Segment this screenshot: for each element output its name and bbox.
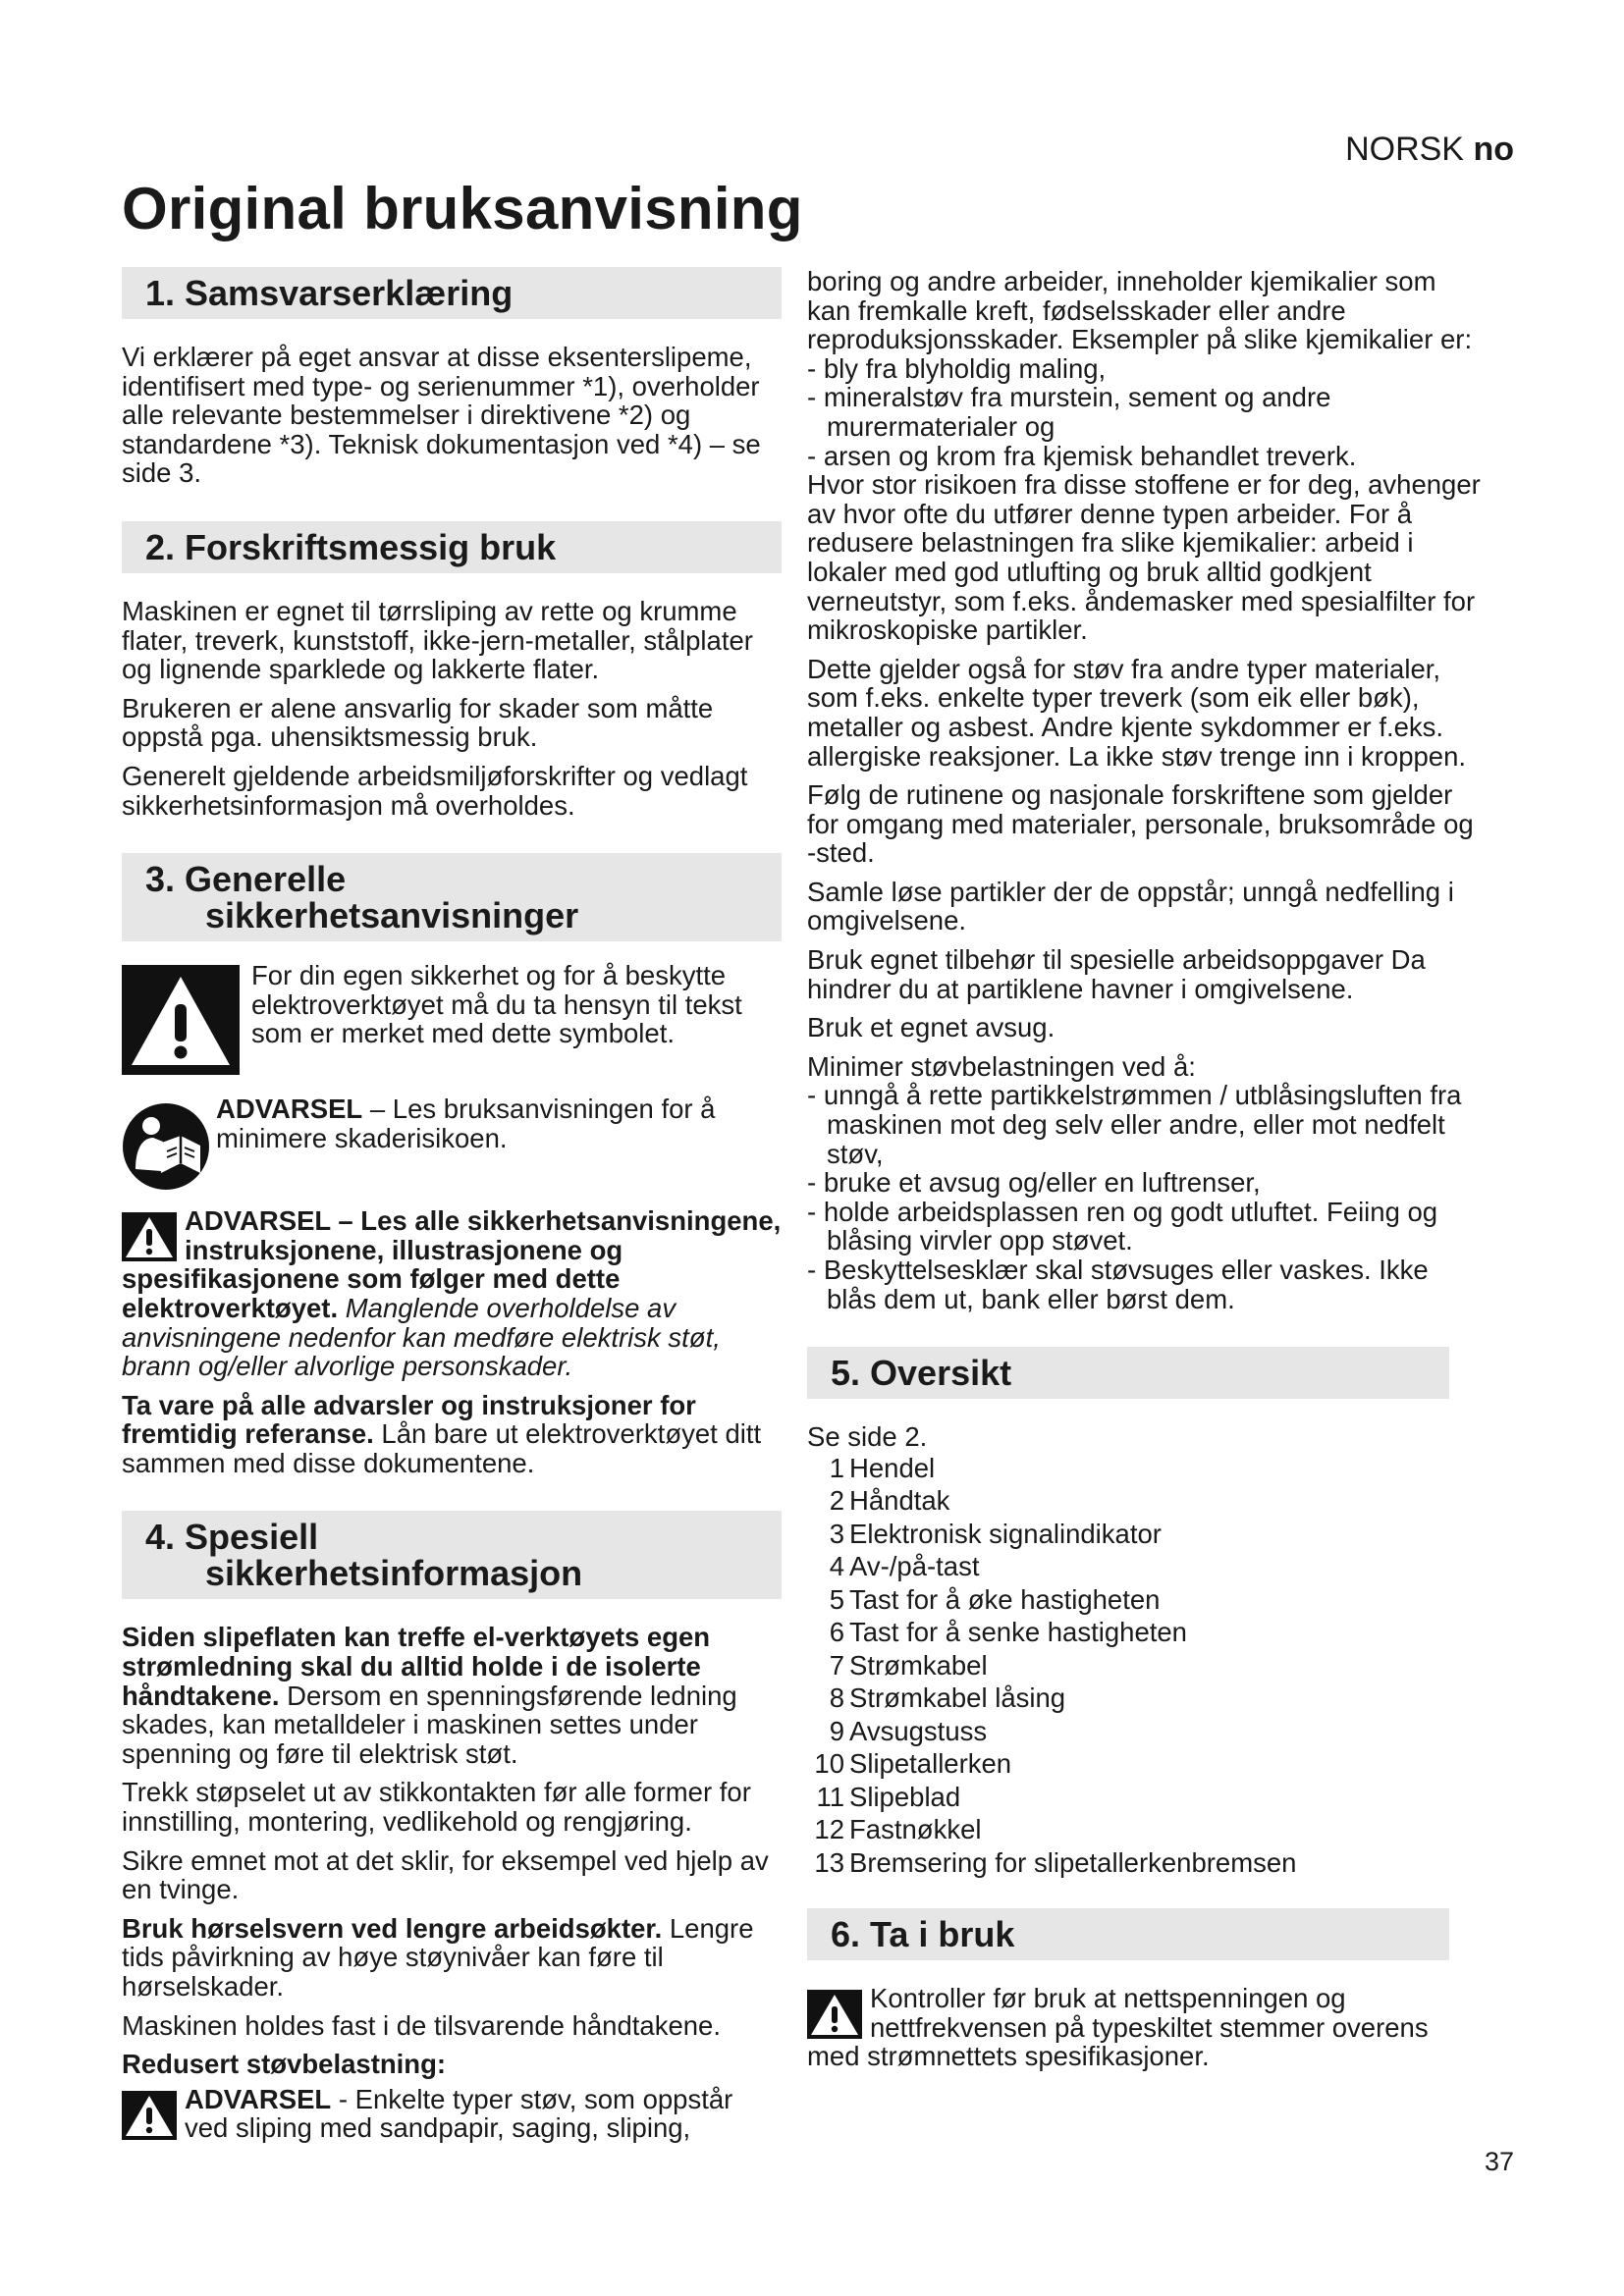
section-2-p3: Generelt gjeldende arbeidsmiljøforskrifter og vedlagt sikkerhetsinformasjon må overholdes. xyxy=(122,760,748,821)
list-item: 11 Slipeblad xyxy=(816,1781,961,1812)
list-item: - mineralstøv fra murstein, sement og andre murermaterialer og xyxy=(807,383,1485,441)
section-3-heading xyxy=(122,853,782,941)
section-4-heading xyxy=(122,1511,782,1599)
list-item: 12 Fastnøkkel xyxy=(814,1814,982,1845)
dust-warning-text xyxy=(122,2085,782,2143)
section-4-p4-rest: Lengre tids påvirkning av høye støynivåer kan føre til hørselskader. xyxy=(122,1912,754,2002)
section-4-p1-bold: Siden slipeflaten kan treffe el-verktøyets egen strømledning skal du alltid holde i de isolerte håndtakene. xyxy=(122,1622,711,1711)
right-p7: Bruk et egnet avsug. xyxy=(807,1012,1056,1043)
section-4-p4-bold: Bruk hørselsvern ved lengre arbeidsøkter. xyxy=(122,1912,663,1944)
keep-instructions-rest: Lån bare ut elektroverktøyet ditt sammen med disse dokumentene. xyxy=(122,1418,762,1478)
section-4-p5: Maskinen holdes fast i de tilsvarende håndtakene. xyxy=(122,2009,721,2041)
list-item: - bruke et avsug og/eller en luftrenser, xyxy=(807,1168,1485,1198)
section-4-heading-line2: sikkerhetsinformasjon xyxy=(205,1553,583,1594)
section-4-p1-rest: Dersom en spenningsførende ledning skades, kan metalldeler i maskinen settes under spenning og føre til elektrisk støt. xyxy=(122,1680,737,1769)
list-item: - holde arbeidsplassen ren og godt utluftet. Feiing og blåsing virvler opp støvet. xyxy=(807,1198,1485,1255)
section-4-p3: Sikre emnet mot at det sklir, for eksempel ved hjelp av en tvinge. xyxy=(122,1844,769,1905)
general-warning-text xyxy=(122,1206,782,1381)
section-4-p2: Trekk støpselet ut av stikkontakten før alle former for innstilling, montering, vedlikehold og rengjøring. xyxy=(122,1777,751,1838)
section-2-heading: 2. Forskriftsmessig bruk xyxy=(122,521,782,573)
list-item: 1 Hendel xyxy=(829,1452,936,1483)
chemical-list xyxy=(807,354,1485,470)
dust-warning-rest: - Enkelte typer støv, som oppstår ved sliping med sandpapir, saging, sliping, xyxy=(185,2083,733,2144)
overview-list xyxy=(807,1452,1485,1880)
general-warning-bold: ADVARSEL – Les alle sikkerhetsanvisningene, instruksjonene, illustrasjonene og spesifikasjonene som følger med dette elektroverktøyet. xyxy=(122,1205,782,1323)
right-p8: Minimer støvbelastningen ved å: xyxy=(807,1050,1196,1082)
dust-heading: Redusert støvbelastning: xyxy=(122,2049,447,2080)
dust-list xyxy=(807,1081,1485,1313)
right-p2: Hvor stor risikoen fra disse stoffene er for deg, avhenger av hvor ofte du utfører denne typen arbeider. For å redusere belastningen fra slike kjemikalier: arbeid i lokaler med god utlufting og bruk alltid godkjent verneutstyr, som f.eks. åndemasker med spesialfilter for mikroskopiske partikler. xyxy=(807,469,1481,646)
symbol-explanation-text: For din egen sikkerhet og for å beskytte elektroverktøyet må du ta hensyn til tekst som er merket med dette symbolet. xyxy=(251,960,742,1049)
warning-triangle-icon xyxy=(807,1990,862,2039)
section-4-p1 xyxy=(122,1623,782,1768)
list-item: - unngå å rette partikkelstrømmen / utblåsingsluften fra maskinen mot deg selv eller andre, eller mot nedfelt støv, xyxy=(807,1081,1485,1168)
overview-see-page: Se side 2. xyxy=(807,1421,928,1453)
read-manual-bold: ADVARSEL xyxy=(216,1094,363,1125)
section-2-p1: Maskinen er egnet til tørrsliping av rette og krumme flater, treverk, kunststoff, ikke-jern-metaller, stålplater og lignende sparklede og lakkerte flater. xyxy=(122,595,753,685)
right-column xyxy=(807,267,1485,2071)
dust-warning xyxy=(122,2085,782,2143)
section-4-p4 xyxy=(122,1914,782,2002)
dust-warning-bold: ADVARSEL xyxy=(185,2083,332,2114)
right-p6: Bruk egnet tilbehør til spesielle arbeidsoppgaver Da hindrer du at partiklene havner i omgivelsene. xyxy=(807,944,1426,1004)
general-warning xyxy=(122,1206,782,1381)
right-p3: Dette gjelder også for støv fra andre typer materialer, som f.eks. enkelte typer treverk (som eik eller bøk), metaller og asbest. Andre kjente sykdommer er f.eks. allergiske reaksjoner. La ikke støv trenge inn i kroppen. xyxy=(807,653,1467,772)
section-1-text: Vi erklærer på eget ansvar at disse eksenterslipeme, identifisert med type- og serienummer *1), overholder alle relevante bestemmelser i direktivene *2) og standardene *3). Teknisk dokumentasjon ved *4) – se side 3. xyxy=(122,342,761,489)
voltage-warning xyxy=(807,1984,1485,2071)
list-item: 9 Avsugstuss xyxy=(829,1715,988,1746)
right-p5: Samle løse partikler der de oppstår; unngå nedfelling i omgivelsene. xyxy=(807,876,1454,936)
section-4-heading-line1: 4. Spesiell xyxy=(145,1517,319,1558)
keep-instructions-bold: Ta vare på alle advarsler og instruksjoner for fremtidig referanse. xyxy=(122,1389,696,1450)
read-manual-warning xyxy=(122,1095,782,1191)
section-3-heading-line1: 3. Generelle xyxy=(145,859,347,900)
list-item: 6 Tast for å senke hastigheten xyxy=(829,1617,1187,1648)
section-1-heading: 1. Samsvarserklæring xyxy=(122,267,782,319)
left-column xyxy=(122,267,782,2143)
warning-triangle-icon xyxy=(122,2091,177,2140)
list-item: - bly fra blyholdig maling, xyxy=(807,354,1485,384)
section-3-heading-line2: sikkerhetsanvisninger xyxy=(205,895,579,936)
section-6-heading: 6. Ta i bruk xyxy=(807,1908,1449,1960)
right-p4: Følg de rutinene og nasjonale forskriftene som gjelder for omgang med materialer, personale, bruksområde og -sted. xyxy=(807,779,1474,869)
page-number: 37 xyxy=(1484,2147,1514,2176)
keep-instructions xyxy=(122,1391,782,1478)
section-2-p2: Brukeren er alene ansvarlig for skader som måtte oppstå pga. uhensiktsmessig bruk. xyxy=(122,692,714,753)
warning-triangle-icon xyxy=(122,1212,177,1261)
list-item: 13 Bremsering for slipetallerkenbremsen xyxy=(814,1846,1297,1878)
list-item: 10 Slipetallerken xyxy=(814,1748,1012,1780)
general-warning-italic: Manglende overholdelse av anvisningene nedenfor kan medføre elektrisk støt, brann og/eller alvorlige personskader. xyxy=(122,1292,721,1382)
language-name: NORSK xyxy=(1345,131,1464,168)
list-item: 5 Tast for å øke hastigheten xyxy=(829,1583,1161,1615)
list-item: - arsen og krom fra kjemisk behandlet treverk. xyxy=(807,442,1485,471)
list-item: 2 Håndtak xyxy=(829,1485,950,1517)
read-manual-icon xyxy=(122,1102,210,1191)
list-item: 7 Strømkabel xyxy=(829,1649,988,1681)
right-p1: boring og andre arbeider, inneholder kjemikalier som kan fremkalle kreft, fødselsskader eller andre reproduksjonsskader. Eksempler på slike kjemikalier er: xyxy=(807,266,1473,355)
symbol-explanation xyxy=(122,960,782,1075)
section-5-heading: 5. Oversikt xyxy=(807,1347,1449,1399)
list-item: 3 Elektronisk signalindikator xyxy=(829,1518,1162,1549)
page-title: Original bruksanvisning xyxy=(122,176,803,241)
list-item: - Beskyttelsesklær skal støvsuges eller vaskes. Ikke blås dem ut, bank eller børst dem. xyxy=(807,1255,1485,1313)
list-item: 8 Strømkabel låsing xyxy=(829,1682,1066,1714)
read-manual-text xyxy=(216,1095,782,1152)
language-code: no xyxy=(1473,131,1514,168)
warning-triangle-icon xyxy=(122,965,240,1075)
voltage-warning-text: Kontroller før bruk at nettspenningen og nettfrekvensen på typeskiltet stemmer overens med strømnettets spesifikasjoner. xyxy=(807,1983,1429,2072)
list-item: 4 Av-/på-tast xyxy=(829,1551,980,1582)
read-manual-rest: – Les bruksanvisningen for å minimere skaderisikoen. xyxy=(216,1094,716,1153)
language-label xyxy=(1345,131,1514,169)
